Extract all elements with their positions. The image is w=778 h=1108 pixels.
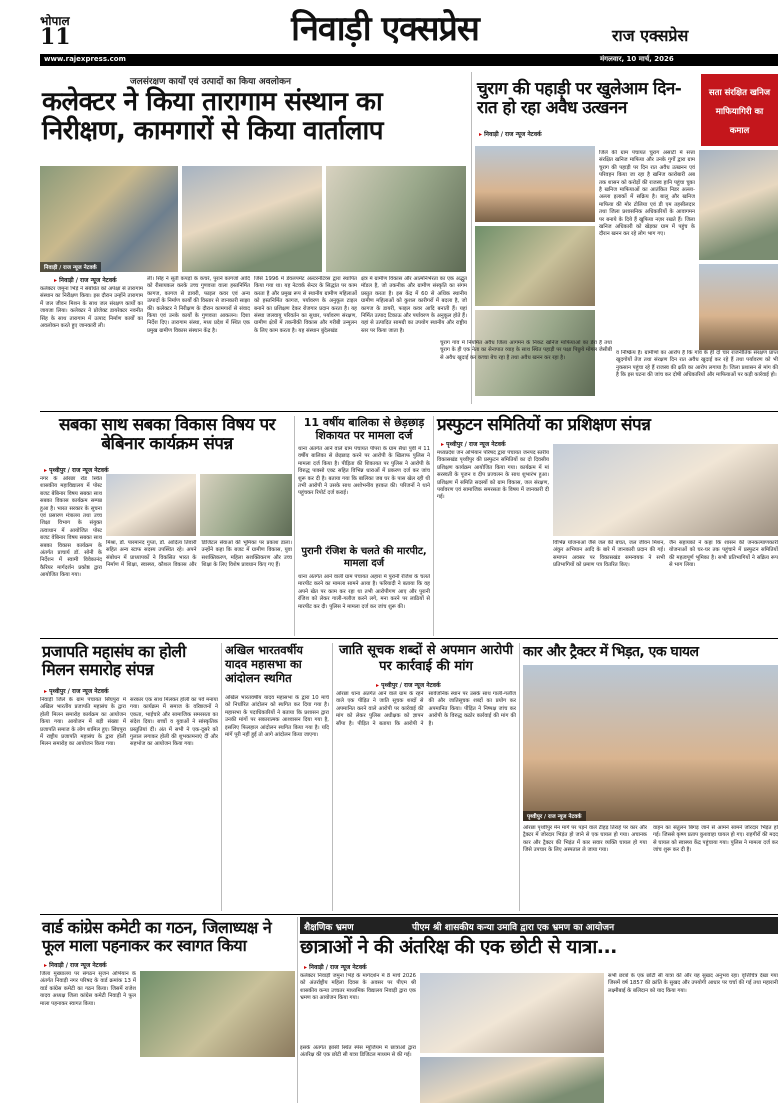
body-col-1: निवाड़ी जिले के ग्राम पंचायत सिंघपुरा में अखिल भारतीय प्रजापति महासंघ के द्वारा होली मिलन समारोह कार्यक्रम का आयोजन किया गया। आयोजन में बड़ी संख्या में प्रजापति समाज के लोग शामिल हुए। सिंघपुरा में राष्ट्रीय प्रजापति महासंघ के द्वारा होली मिलन समारोह का आयोजन किया गया। — [40, 697, 126, 748]
kicker-label: शैक्षणिक भ्रमण — [304, 923, 354, 933]
headline: कार और ट्रैक्टर में भिड़त, एक घायल — [523, 644, 699, 660]
body-col-1: जिले की ग्राम पंचायत चुराग असाटी में सत्ता संरक्षित खनिज माफिया और उनके गुर्गों द्वारा ग्राम चुराग की पहाड़ी पर दिन रात अवैध उत्खनन एवं परिवहन किया जा रहा है खनिज कारोबारी अब तक शासन को करोड़ों की राजस्व हानि पहुंचा चुका है खनिज माफियाओं का आतंकित निडर अल्ला-अल्ला इलाकों में सक्रिय है। बालू और खनिज माफिया की मोर टोलिया एवं डी एम तहसीलदार तथा जिला प्रशासनिक अधिकारियों के आवागमन पर बनाये के दिये हैं खुफिया नज़र रखते हैं। जिला खनिज अधिकारी को खेड़का ग्राम में पहुंच के दौरान खनन कर रहे लोग भाग गए। — [599, 150, 695, 238]
byline: ▸ निवाड़ी / राज न्यूज नेटवर्क — [44, 961, 107, 969]
site-url[interactable]: www.rajexpress.com — [44, 55, 126, 63]
masthead — [0, 0, 778, 66]
column-divider — [221, 643, 222, 911]
body-col-2: मिश्रा, डॉ. पारमानंद गुप्ता, डॉ. आदित्य तिवारी सहित अन्य स्टाफ सदस्य उपस्थित रहे। अपने संबोधन में प्राध्यापकों ने विकसित भारत के निर्माण में शिक्षा, स्वास्थ्य, कौशल विकास और डिजिटल सेवाओं की भूमिका पर प्रकाश डाला। उन्होंने कहा कि बजट में ग्रामीण विकास, युवा सशक्तिकरण, महिला सशक्तिकरण और उच्च शिक्षा के लिए विशेष प्रावधान किए गए हैं। — [106, 540, 292, 569]
mining-photo-2 — [475, 226, 595, 306]
photo-caption: निवाड़ी / राज न्यूज नेटवर्क — [40, 262, 101, 272]
body-col-3: जैन सहायकों ने कहा कि शासन की जनकल्याणकारी योजनाओं को घर-घर तक पहुंचाने में प्रस्फुटन समितियों की महत्वपूर्ण भूमिका है। सभी प्रतिभागियों ने सक्रिय रूप से भाग लिया। — [669, 540, 778, 569]
students-photo-2 — [420, 1057, 604, 1103]
byline: ▸ पृथ्वीपुर / राज न्यूज नेटवर्क — [441, 440, 506, 448]
column-divider — [294, 416, 295, 636]
body-col-4: क्षेत्र में ग्रामीण विकास और आत्मनिर्भरता का एक अद्भुत मॉडल है, जो तकनीक और ग्रामीण संस्कृति का संगम प्रस्तुत करता है। इस केंद्र में 60 से अधिक स्थानीय ग्रामीण महिलाओं को कुशल कारीगरों में बदला है, जो कागज के डायरी, फाइल कवर आदि बनाती हैं। यहां निर्मित उत्पाद टिकाऊ और पर्यावरण के अनुकूल होते हैं। यहां से उत्पादित सामग्री का उपयोग स्थानीय और राष्ट्रीय स्तर पर किया जाता है। — [361, 276, 467, 334]
headline: जाति सूचक शब्दों से अपमान आरोपी पर कार्रवाई की मांग — [338, 643, 514, 674]
byline: ▸ पृथ्वीपुर / राज न्यूज नेटवर्क — [44, 466, 109, 474]
kicker-subtitle: पीएम श्री शासकीय कन्या उमावि द्वारा एक भ्रमण का आयोजन — [412, 923, 615, 933]
collector-photo-1 — [40, 166, 178, 272]
section-divider — [40, 638, 778, 639]
sub-headline: पुरानी रंजिश के चलते की मारपीट, मामला दर्ज — [301, 546, 427, 569]
headline: वार्ड कांग्रेस कमेटी का गठन, जिलाध्यक्ष ने फूल माला पहनाकर कर स्वागत किया — [42, 918, 272, 955]
body-col-2: सरकार एक साथ मिलकर होली का पर्व मनाया गया। कार्यक्रम में समाज के वरिष्ठजनों ने एकता, भाईचारे और सामाजिक समरसता का संदेश दिया। बच्चों व युवाओं ने सांस्कृतिक प्रस्तुतियां दीं। अंत में सभी ने एक-दूसरे को गुलाल लगाकर होली की शुभकामनाएं दीं और सहभोज का आयोजन किया गया। — [130, 697, 218, 748]
photo-caption: पृथ्वीपुर / राज न्यूज नेटवर्क — [523, 811, 586, 821]
badge — [701, 74, 778, 146]
byline: ▸ निवाड़ी / राज न्यूज नेटवर्क — [304, 963, 367, 971]
issue-date: मंगलवार, 10 मार्च, 2026 — [600, 55, 674, 63]
masthead-title: निवाड़ी एक्सप्रेस — [291, 9, 479, 49]
body-col-1: कलेक्टर जमुना भिड़े ने संबंधित को अपेक्षा से तारागाम संस्थान का निरीक्षण किया। इस दौरान उन्होंने तारागाम में जल जीवन मिशन के साथ जल संरक्षण कार्यों का जायजा लिया। कलेक्टर ने प्रोजेक्ट डायरेक्टर नवनीत सिंह के साथ तारागाम में उत्पाद निर्माण कार्यों का अवलोकन करते हुए जानकारी ली। — [40, 286, 143, 330]
body-2: थाना अंतर्गत आने वाली ग्राम पंचायत अहारा में पुरानी रंजिश के चलते मारपीट करने का मामला सामने आया है। फरियादी ने बताया कि वह अपने खेत पर काम कर रहा था तभी आरोपीगण आए और पुरानी रंजिश को लेकर गाली-गलौज करने लगे, मना करने पर लाठियों से मारपीट कर दी। पुलिस ने मामला दर्ज कर जांच शुरू की। — [298, 574, 430, 610]
column-divider — [433, 416, 434, 636]
byline: ▸ निवाड़ी / राज न्यूज नेटवर्क — [479, 130, 542, 138]
story-webinar — [40, 414, 292, 636]
body-col-2: ली। सिंह ने सूती कपड़ों के कचरे, पुराने कागजों आदि को रीसायकल करके उच्च गुणवत्ता वाला हस्तनिर्मित कागज, कागज से डायरी, फाइल कवर एवं अन्य उत्पादों के निर्माण कार्यों की विस्तार से जानकारी साझा की। कलेक्टर ने निरीक्षण के दौरान कामगारों से संवाद किया एवं उनके कार्यों के गुणवत्ता आकलन। दिशा निर्देश दिए। तारागाम संस्था, मध्य प्रदेश में स्थित एक प्रमुख ग्रामीण विकास संस्थान केंद्र है। — [147, 276, 250, 334]
story-yadav-mahasabha — [225, 641, 329, 911]
story-congress-committee — [40, 917, 295, 1105]
column-divider — [297, 917, 298, 1103]
story-caste-insult — [336, 641, 516, 911]
city-label: भोपाल — [40, 14, 70, 28]
headline: छात्राओं ने की अंतरिक्ष की एक छोटी से यात्रा... — [300, 936, 617, 958]
body-col-2: इसके अंतर्गत झांसी स्थित स्पेस म्यूजियम में छात्राओं द्वारा अंतरिक्ष की एक छोटी सी यात्रा डिजिटल माध्यम से की गई। — [300, 1045, 416, 1059]
webinar-photo-1 — [106, 474, 196, 536]
headline: कलेक्टर ने किया तारागाम संस्थान का निरीक्षण, कामगारों से किया वार्तालाप — [42, 87, 384, 147]
column-divider — [519, 643, 520, 911]
story-collector-visit — [40, 70, 468, 410]
section-divider — [40, 914, 778, 915]
students-photo — [420, 973, 604, 1053]
body-col-1: ओरछा पृथ्वीपुर मेन मार्ग पर पड़ने वाले टीहड़ तिराहे पर कार और ट्रैक्टर में जोरदार भिड़ंत हो जाने से एक घायल हो गया। अचानक कार और ट्रैक्टर की भिड़ंत में कार सवार व्यक्ति घायल हो गया जिसे उपचार के लिए अस्पताल ले जाया गया। — [523, 825, 647, 854]
body-col-1: मध्यप्रदेश जन अभियान परिषद द्वारा पंचायत जनपद स्तरीय विकासखंड पृथ्वीपुर की प्रस्फुटन समितियों का दो दिवसीय प्रशिक्षण कार्यक्रम आयोजित किया गया। कार्यक्रम में मां सरस्वती के पूजन व दीप प्रज्वलन के साथ शुभारंभ हुआ। प्रशिक्षण में समिति सदस्यों को ग्राम विकास, जल संरक्षण, पर्यावरण एवं सामाजिक समरसता के विषय में जानकारी दी गई। — [437, 450, 549, 501]
headline: सबका साथ सबका विकास विषय पर बेबिनार कार्यक्रम संपन्न — [58, 415, 276, 455]
body-1: थाना अंतर्गत आने वाले ग्राम पंचायत पीपरा के ग्राम सैंधा पुर्वी में 11 वर्षीय बालिका से छेड़छाड़ करने पर आरोपी के खिलाफ पुलिस ने मामला दर्ज किया है। पीड़िता की शिकायत पर पुलिस ने आरोपी के विरुद्ध पाक्सो एक्ट सहित विभिन्न धाराओं में प्रकरण दर्ज कर जांच शुरू कर दी है। बताया गया कि बालिका जब घर के पास खेल रही थी तभी आरोपी ने उसके साथ अशोभनीय हरकत की। परिजनों ने थाने पहुंचकर रिपोर्ट दर्ज कराई। — [298, 446, 430, 497]
mining-photo-4 — [699, 150, 778, 260]
body: जिला मुख्यालय पर संगठन सृजन अभियान के अंतर्गत निवाड़ी नगर परिषद के वार्ड क्रमांक 13 में वार्ड कांग्रेस कमेटी का गठन किया। जिसमें राजेश यादव अध्यक्ष जिला कांग्रेस कमेटी निवाड़ी ने फूल माला पहनाकर स्वागत किया। — [40, 971, 136, 1007]
body-col-2: विभिन्न योजनाओं जैसे जल की बचत, जल जीवन मिशन, अंकुर अभियान आदि के बारे में जानकारी प्रदान की गई। समापन अवसर पर विकासखंड समन्वयक ने सभी प्रतिभागियों को प्रमाण पत्र वितरित किए। — [553, 540, 665, 569]
story-molestation — [298, 414, 430, 636]
accident-photo — [523, 665, 778, 821]
headline: अखिल भारतवर्षीय यादव महासभा का आंदोलन स्थगित — [225, 643, 303, 685]
body: अखिल भारतवर्षीय यादव महासभा के द्वारा 10 मार्च को निर्धारित आंदोलन को स्थगित कर दिया गया है। महासभा के पदाधिकारियों ने बताया कि प्रशासन द्वारा उनकी मांगों पर सकारात्मक आश्वासन दिया गया है, इसलिए फिलहाल आंदोलन स्थगित किया गया है। यदि मांगें पूरी नहीं हुईं तो आगे आंदोलन किया जाएगा। — [225, 695, 329, 739]
byline: ▸ पृथ्वीपुर / राज न्यूज नेटवर्क — [44, 687, 109, 695]
body-col-1: कलेक्टर निवाड़ी जमुना भिड़े के मार्गदर्शन में 8 मार्च 2026 को अंतर्राष्ट्रीय महिला दिवस के अवसर पर पीएम श्री शासकीय कन्या उच्चतर माध्यमिक विद्यालय निवाड़ी द्वारा एक भ्रमण का आयोजन किया गया। — [300, 973, 416, 1002]
brand-name: राज एक्सप्रेस — [612, 26, 689, 45]
byline: ▸ निवाड़ी / राज न्यूज नेटवर्क — [54, 276, 117, 284]
headline: प्रजापति महासंघ का होली मिलन समारोह संपन्न — [42, 642, 186, 679]
story-space-trip — [300, 917, 778, 1105]
page-number: 11 — [40, 24, 71, 50]
story-accident — [523, 641, 778, 911]
training-photo — [553, 444, 778, 536]
mining-photo-5 — [699, 264, 778, 350]
body-col-3: जिसे 1996 में डेवलपमेंट अल्टरनेटिव्स द्वारा स्थापित किया गया था। यह नेटवर्क सेन्टर के सिद्धांत पर काम करता है और प्रमुख रूप से स्थानीय ग्रामीण महिलाओं को हस्तनिर्मित कागज, पर्यावरण के अनुकूल टाइल बनाने का प्रशिक्षण देकर रोजगार प्रदान करता है। यह संस्था जलवायु परिवर्तन का सुधार, पर्यावरण संरक्षण, ग्रामीण क्षेत्रों में तकनीकी विकास और गरीबी उन्मूलन के लिए काम करता है। यह संस्थान बुंदेलखंड — [254, 276, 357, 334]
body-col-2: वाहन का संतुलन बिगड़ जाने से आमने सामने जोरदार भिड़ंत हो गई। जिससे कृष्ण प्रताप कुशवाहा घायल हो गए। राहगीरों की मदद से घायल को स्वास्थ्य केंद्र पहुंचाया गया। पुलिस ने मामला दर्ज कर जांच शुरू कर दी है। — [653, 825, 778, 854]
collector-photo-2 — [182, 166, 322, 272]
badge-text: सता संरक्षित खनिज माफियागिरी का कमाल — [708, 88, 771, 136]
story-holi-milan — [40, 641, 218, 911]
mining-body-cont-1: चुराग गांव में नियमित अवैध जिला आगमन के निकट खनिज माफियाओं का डेरा है तथा चुराग के ही एक नेता का सेनापात व्याह के साथ स्थित पहाड़ी पर पक्षा पिछुये मोगल जेसीबी से अवैध खुदाई कर कच्चा बेच रहा है तथा अवैध खनन कर रहा है। — [440, 340, 612, 361]
headline: 11 वर्षीय बालिका से छेड़छाड़ शिकायत पर मामला दर्ज — [303, 416, 425, 442]
body-col-1: नगर के ओरछा रोड स्थित शासकीय महाविद्यालय में पोस्ट बजट बेबिनार विषय सबका साथ सबका विकास कार्यक्रम सम्पन्न हुआ है। भारत सरकार के सूचना एवं प्रसारण मंत्रालय तथा उच्च शिक्षा विभाग के संयुक्त तत्वाधान में आयोजित पोस्ट बजट वेबिनार विषय सबका साथ सबका विकास कार्यक्रम के अंतर्गत प्राचार्य डॉ. सोनी के निर्देशन में स्वामी विवेकानंद कैरियर मार्गदर्शन प्रकोष्ठ द्वारा आयोजित किया गया। — [40, 476, 102, 579]
congress-photo — [140, 971, 295, 1057]
collector-photo-3 — [326, 166, 466, 272]
headline: प्रस्फुटन समितियों का प्रशिक्षण संपन्न — [437, 415, 651, 435]
webinar-photo-2 — [200, 474, 292, 536]
story-training — [437, 414, 778, 636]
body: ओरछा थाना अंतर्गत आने वाले ग्राम के रहने वाले एक पीड़ित ने जाति सूचक शब्दों से अपमानित करने वाले आरोपी पर कार्रवाई की मांग को लेकर पुलिस अधीक्षक को ज्ञापन सौंपा है। पीड़ित ने बताया कि आरोपी ने सार्वजनिक स्थान पर उसके साथ गाली-गलौज की और जातिसूचक शब्दों का प्रयोग कर अपमानित किया। पीड़ित ने निष्पक्ष जांच कर आरोपी के विरुद्ध कठोर कार्रवाई की मांग की है। — [336, 691, 516, 727]
byline: ▸ पृथ्वीपुर / राज न्यूज नेटवर्क — [376, 681, 441, 689]
mining-body-cont-2: व निष्क्रिय है। ग्रामीणों का आरोप है कि गांव के ही दो चार राजनीतिक संरक्षण प्राप्त खुदगोयों तेज तथा संरक्षण दिन रात अवैध खुदाई कर रहे हैं तथा पर्यावरण को भी नुकसान पहुंचा रहे हैं राजस्व की क्षति का आरोप लगाया है। जिला प्रशासन से मांग की है कि इस घटना की जांच कर दोषी अधिकारियों और माफियाओं पर कड़ी कार्रवाई हो। — [616, 350, 778, 379]
section-divider — [40, 411, 778, 412]
headline: चुराग की पहाड़ी पर खुलेआम दिन-रात हो रहा अवैध उत्खनन — [477, 79, 682, 119]
mining-photo-1 — [475, 146, 595, 222]
column-divider — [332, 643, 333, 911]
body-col-3: सभी छात्रों के एक छोटी सी यात्रा की और यह सुखद अनुभव रहा। वृत्तिचित्र देखा गया जिसमें वर्ष 1857 की क्रांति के सुखद और उपयोगी आधार पर चर्चा की गई तथा महारानी लक्ष्मीबाई के बलिदान को याद किया गया। — [608, 973, 778, 994]
kicker: जलसंरक्षण कार्यों एवं उत्पादों का किया अवलोकन — [130, 77, 291, 87]
